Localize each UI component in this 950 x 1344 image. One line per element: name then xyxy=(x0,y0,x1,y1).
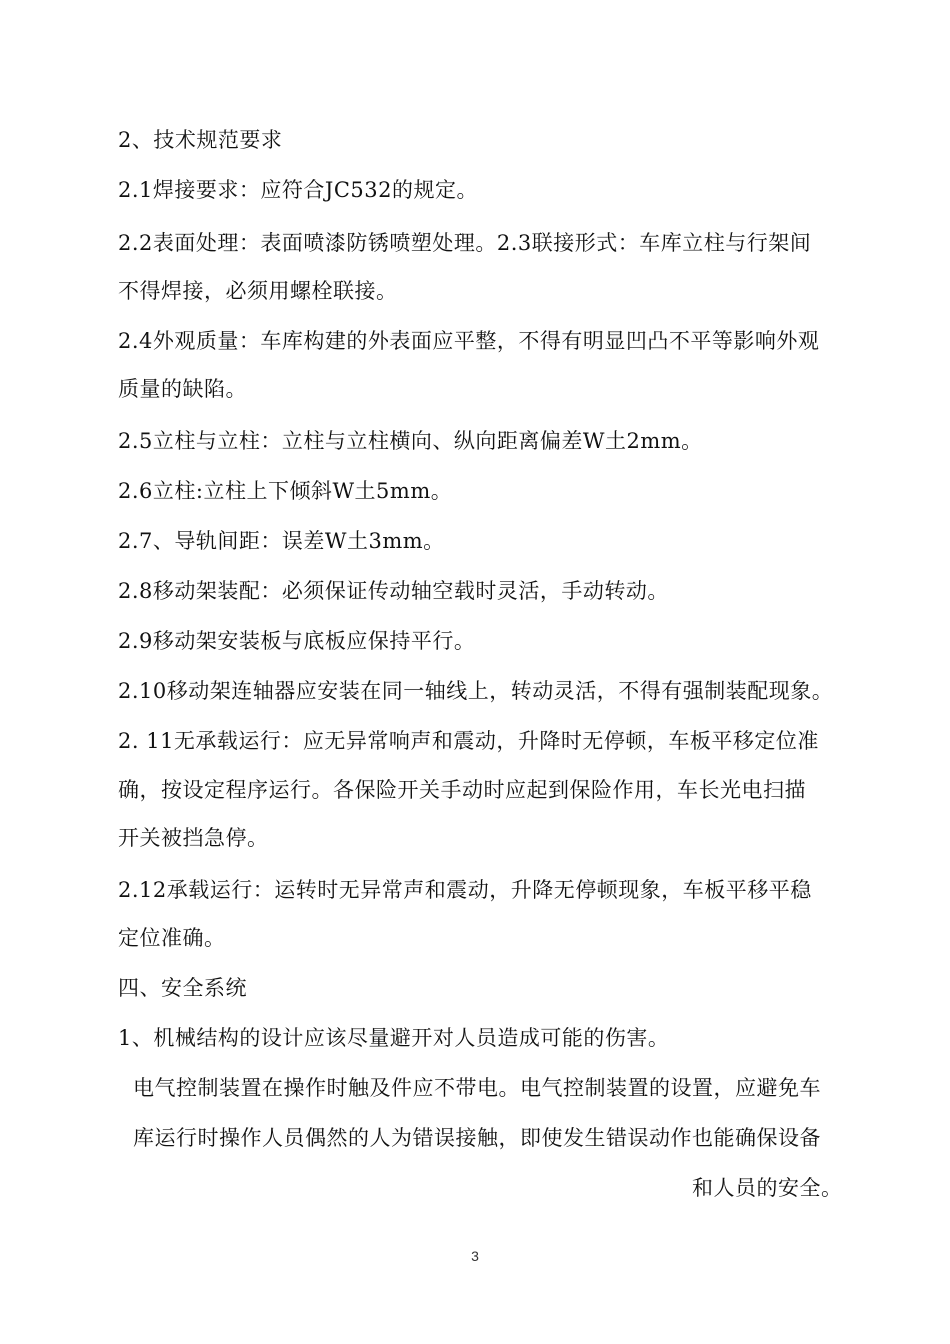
page-number: 3 xyxy=(471,1248,479,1264)
paragraph-line: 2.12承载运行：运转时无异常声和震动，升降无停顿现象，车板平移平稳 xyxy=(118,878,812,902)
paragraph-line: 确，按设定程序运行。各保险开关手动时应起到保险作用，车长光电扫描 xyxy=(118,778,806,802)
section-heading-tech-spec: 2、技术规范要求 xyxy=(118,128,283,152)
paragraph-line: 1、机械结构的设计应该尽量避开对人员造成可能的伤害。 xyxy=(118,1026,670,1050)
paragraph-line: 2. 11无承载运行：应无异常响声和震动，升降时无停顿，车板平移定位准 xyxy=(118,729,819,753)
paragraph-line: 不得焊接，必须用螺栓联接。 xyxy=(118,279,398,303)
paragraph-line: 2.2表面处理：表面喷漆防锈喷塑处理。2.3联接形式：车库立柱与行架间 xyxy=(118,231,812,255)
paragraph-line: 和人员的安全。 xyxy=(692,1176,843,1200)
paragraph-line: 电气控制装置在操作时触及件应不带电。电气控制装置的设置，应避免车 xyxy=(133,1076,821,1100)
paragraph-line: 2.10移动架连轴器应安装在同一轴线上，转动灵活，不得有强制装配现象。 xyxy=(118,679,834,703)
paragraph-line: 定位准确。 xyxy=(118,926,226,950)
paragraph-line: 质量的缺陷。 xyxy=(118,377,247,401)
paragraph-line: 2.5立柱与立柱：立柱与立柱横向、纵向距离偏差W土2mm。 xyxy=(118,429,703,453)
paragraph-line: 2.7、导轨间距：误差W土3mm。 xyxy=(118,529,445,553)
paragraph-line: 2.1焊接要求：应符合JC532的规定。 xyxy=(118,178,478,202)
paragraph-line: 2.9移动架安装板与底板应保持平行。 xyxy=(118,629,476,653)
paragraph-line: 开关被挡急停。 xyxy=(118,826,269,850)
section-heading-safety-system: 四、安全系统 xyxy=(118,976,247,1000)
paragraph-line: 2.8移动架装配：必须保证传动轴空载时灵活，手动转动。 xyxy=(118,579,669,603)
paragraph-line: 2.6立柱:立柱上下倾斜W土5mm。 xyxy=(118,479,453,503)
paragraph-line: 2.4外观质量：车库构建的外表面应平整，不得有明显凹凸不平等影响外观 xyxy=(118,329,820,353)
paragraph-line: 库运行时操作人员偶然的人为错误接触，即使发生错误动作也能确保设备 xyxy=(133,1126,821,1150)
